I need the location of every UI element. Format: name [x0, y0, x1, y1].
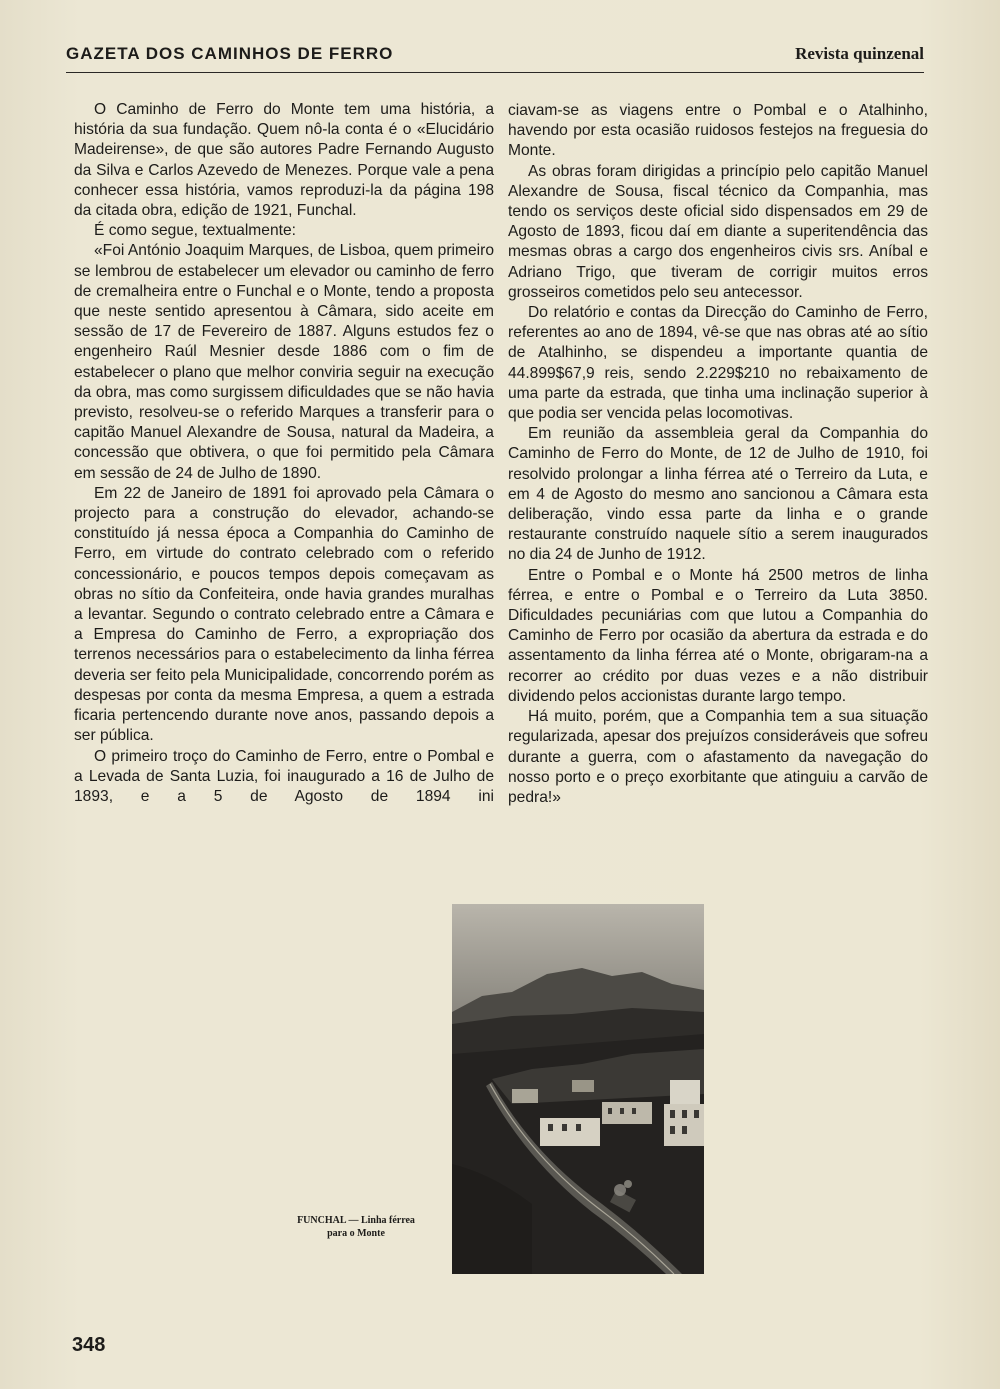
- paragraph: As obras foram dirigidas a princípio pelo capitão Manuel Alexandre de Sousa, fiscal técnico da Companhia, mas tendo os serviços deste oficial sido dispensados em 29 de Agosto de 1893, ficou daí em diante a superitendência das mesmas obras a cargo dos engenheiros civis srs. Aníbal e Adriano Trigo, que tiveram de corrigir muitos erros grosseiros cometidos pelo seu antecessor.: [508, 162, 928, 301]
- running-header: [66, 44, 924, 73]
- paragraph: O primeiro troço do Caminho de Ferro, entre o Pombal e a Levada de Santa Luzia, foi inaugurado a 16 de Julho de 1893, e a 5 de Agosto de 1894 ini: [74, 747, 494, 805]
- paragraph: Há muito, porém, que a Companhia tem a sua situação regularizada, apesar dos prejuízos consideráveis que sofreu durante a guerra, com o afastamento da navegação do nosso porto e o preço exorbitante que atinguiu a carvão de pedra!»: [508, 708, 928, 806]
- caption-line: FUNCHAL — Linha férrea: [297, 1215, 415, 1226]
- paragraph: Em reunião da assembleia geral da Companhia do Caminho de Ferro do Monte, de 12 de Julho de 1910, foi resolvido prolongar a linha férrea até o Terreiro da Luta, e em 4 de Agosto do mesmo ano sancionou a Câmara esta deliberação, vindo essa parte da linha e o grande restaurante construído naquele sítio a serem inaugurados no dia 24 de Junho de 1912.: [508, 425, 928, 564]
- railway-photo-image: [452, 904, 704, 1274]
- paragraph: Do relatório e contas da Direcção do Caminho de Ferro, referentes ao ano de 1894, vê-se que nas obras até ao sítio de Atalhinho, se dispendeu a importante quantia de 44.899$67,9 reis, sendo 2.229$210 no rebaixamento de uma parte da estrada, que tinha uma inclinação superior à que podia ser vencida pelas locomotivas.: [508, 304, 928, 423]
- caption-line: para o Monte: [327, 1228, 385, 1239]
- publication-subtitle: Revista quinzenal: [795, 44, 924, 63]
- right-text-column: [508, 101, 928, 808]
- paragraph: Em 22 de Janeiro de 1891 foi aprovado pela Câmara o projecto para a construção do elevador, achando-se constituído já nessa época a Companhia do Caminho de Ferro, em virtude do contrato celebrado com o referido concessionário, e poucos tempos depois começavam as obras no sítio da Confeiteira, onde havia grandes muralhas a levantar. Segundo o contrato celebrado entre a Câmara e a Empresa do Caminho de Ferro, a expropriação dos terrenos necessários para o estabelecimento da linha férrea deveria ser feito pela Municipalidade, concorrendo porém as despesas por conta da mesma Empresa, a quem a estrada ficaria pertencendo durante nove anos, passando depois a ser pública.: [74, 484, 494, 745]
- paragraph: É como segue, textualmente:: [94, 222, 296, 240]
- paragraph: Entre o Pombal e o Monte há 2500 metros de linha férrea, e entre o Pombal e o Terreiro da Luta 3850. Dificuldades pecuniárias com que lutou a Companhia do Caminho de Ferro por ocasião da abertura da estrada e do assentamento da linha férrea até o Monte, obrigaram-na a recorrer ao crédito por duas vezes e a não distribuir dividendo pelos accionistas durante largo tempo.: [508, 566, 928, 705]
- publication-title: GAZETA DOS CAMINHOS DE FERRO: [66, 44, 394, 63]
- paragraph: ciavam-se as viagens entre o Pombal e o Atalhinho, havendo por esta ocasião ruidosos festejos na freguesia do Monte.: [508, 102, 928, 160]
- railway-photo: [452, 904, 704, 1274]
- left-text-column: [74, 100, 494, 807]
- paragraph: «Foi António Joaquim Marques, de Lisboa, quem primeiro se lembrou de estabelecer um elevador ou caminho de ferro de cremalheira entre o Funchal e o Monte, tendo a proposta que neste sentido apresentou à Câmara, sido aceite em sessão de 17 de Fevereiro de 1887. Alguns estudos fez o engenheiro Raúl Mesnier desde 1886 com o fim de estabelecer o plano que melhor conviria seguir na execução da obra, mas como surgissem dificuldades que se não havia previsto, resolveu-se o referido Marques a transferir para o capitão Manuel Alexandre de Sousa, natural da Madeira, a concessão que obtivera, o que foi permitido pela Câmara em sessão de 24 de Julho de 1890.: [74, 242, 494, 482]
- paragraph: O Caminho de Ferro do Monte tem uma história, a história da sua fundação. Quem nô-la conta é o «Elucidário Madeirense», de que são autores Padre Fernando Augusto da Silva e Carlos Azevedo de Menezes. Porque vale a pena conhecer essa história, vamos reproduzi-la da página 198 da citada obra, edição de 1921, Funchal.: [74, 101, 494, 220]
- figure-caption: [270, 1214, 442, 1240]
- page-number: 348: [72, 1334, 106, 1356]
